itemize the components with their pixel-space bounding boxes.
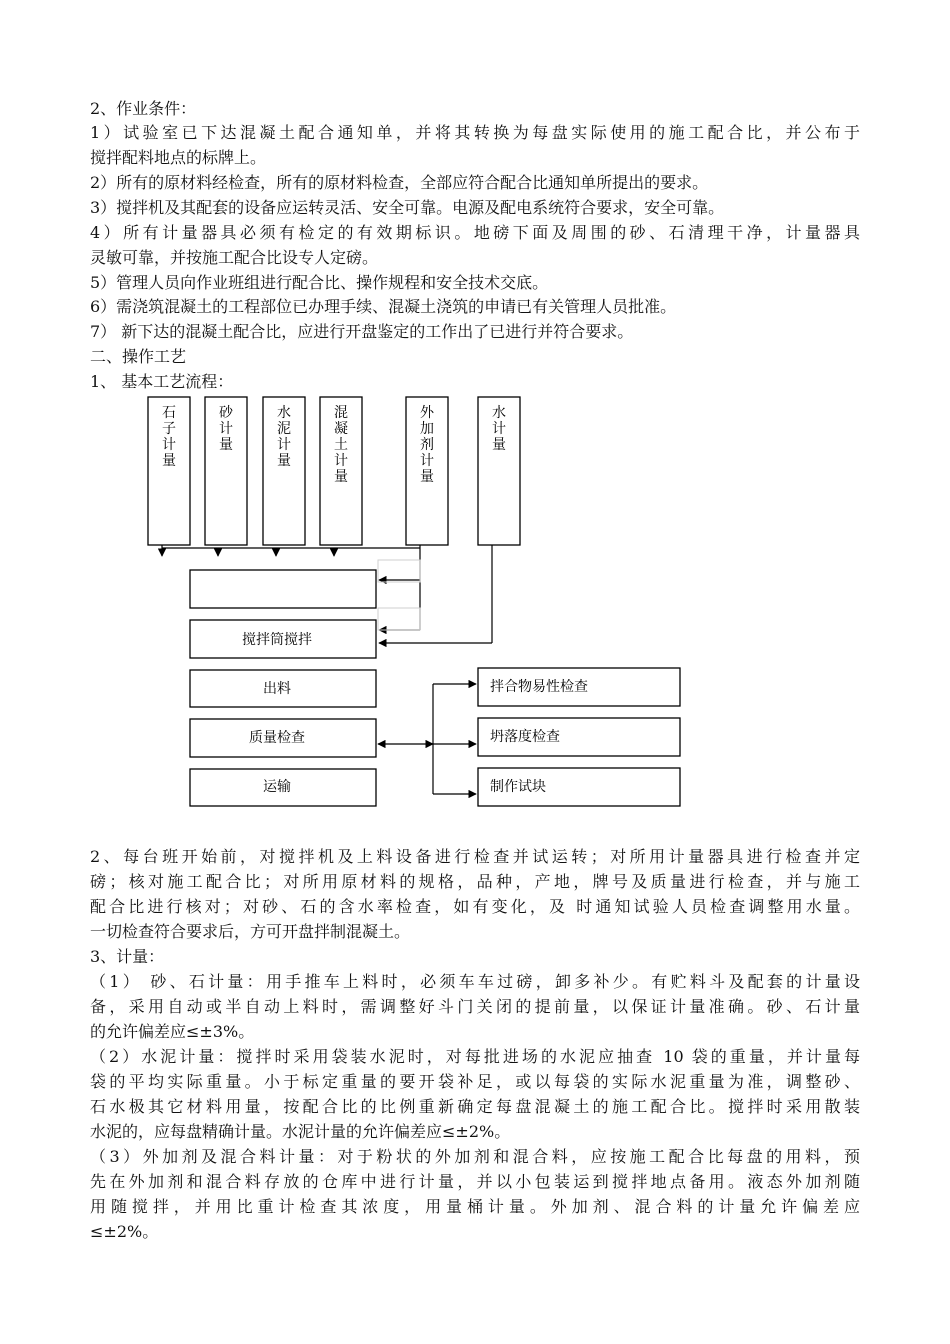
paragraph-line: 石水极其它材料用量，按配合比的比例重新确定每盘混凝土的施工配合比。搅拌时采用散装 [90,1097,860,1116]
paragraph-line: 1）试验室已下达混凝土配合通知单，并将其转换为每盘实际使用的施工配合比，并公布于 [90,123,860,142]
paragraph-line: 7） 新下达的混凝土配合比，应进行开盘鉴定的工作出了已进行并符合要求。 [90,322,634,341]
paragraph-line: 2）所有的原材料经检查，所有的原材料检查，全部应符合配合比通知单所提出的要求。 [90,173,709,192]
paragraph-line: 2、每台班开始前，对搅拌机及上料设备进行检查并试运转；对所用计量器具进行检查并定 [90,847,860,866]
transport-label: 运输 [263,779,291,795]
input-label-sand: 砂计量 [219,405,233,453]
section-heading: 二、操作工艺 [90,347,187,366]
paragraph-line: 的允许偏差应≤±3%。 [90,1022,255,1041]
paragraph-line: 用随搅拌，并用比重计检查其浓度，用量桶计量。外加剂、混合料的计量允许偏差应 [90,1197,860,1216]
paragraph-line: （1） 砂、石计量：用手推车上料时，必须车车过磅，卸多补少。有贮料斗及配套的计量设 [90,972,860,991]
quality-label: 质量检查 [249,730,305,746]
input-label-cement: 水泥计量 [277,405,291,469]
paragraph-line: 5）管理人员向作业班组进行配合比、操作规程和安全技术交底。 [90,273,549,292]
check-label-slump: 坍落度检查 [490,729,560,745]
paragraph-line: （2）水泥计量：搅拌时采用袋装水泥时，对每批进场的水泥应抽查 10 袋的重量，并计量每 [90,1047,860,1066]
paragraph-line: 3）搅拌机及其配套的设备应运转灵活、安全可靠。电源及配电系统符合要求，安全可靠。 [90,198,725,217]
paragraph-line: 先在外加剂和混合料存放的仓库中进行计量，并以小包装运到搅拌地点备用。液态外加剂随 [90,1172,860,1191]
discharge-label: 出料 [263,681,291,697]
paragraph-line: 水泥的，应每盘精确计量。水泥计量的允许偏差应≤±2%。 [90,1122,511,1141]
input-label-concrete: 混凝土计量 [334,405,348,485]
paragraph-line: 灵敏可靠，并按施工配合比设专人定磅。 [90,248,379,267]
section-heading: 3、计量： [90,947,165,966]
section-heading: 2、作业条件： [90,99,197,118]
paragraph-line: 磅；核对施工配合比；对所用原材料的规格，品种，产地，牌号及质量进行检查，并与施工 [90,872,860,891]
paragraph-line: 袋的平均实际重量。小于标定重量的要开袋补足，或以每袋的实际水泥重量为准，调整砂、 [90,1072,860,1091]
hopper-box [190,570,376,608]
input-label-admixture: 外加剂计量 [420,405,434,485]
paragraph-line: 备，采用自动或半自动上料时，需调整好斗门关闭的提前量，以保证计量准确。砂、石计量 [90,997,860,1016]
paragraph-line: 4）所有计量器具必须有检定的有效期标识。地磅下面及周围的砂、石清理干净，计量器具 [90,223,860,242]
paragraph-line: 一切检查符合要求后，方可开盘拌制混凝土。 [90,922,411,941]
paragraph-line: 搅拌配料地点的标牌上。 [90,148,267,167]
flow-title: 1、 基本工艺流程： [90,372,234,391]
paragraph-line: 配合比进行核对；对砂、石的含水率检查，如有变化，及 时通知试验人员检查调整用水量。 [90,897,860,916]
paragraph-line: ≤±2%。 [90,1222,159,1241]
paragraph-line: 6）需浇筑混凝土的工程部位已办理手续、混凝土浇筑的申请已有关管理人员批准。 [90,297,677,316]
check-label-workability: 拌合物易性检查 [490,679,588,695]
mixer-label: 搅拌筒搅拌 [242,632,312,648]
input-label-water: 水计量 [492,405,506,453]
paragraph-line: （3）外加剂及混合料计量：对于粉状的外加剂和混合料，应按施工配合比每盘的用料，预 [90,1147,860,1166]
check-label-specimen: 制作试块 [490,779,546,795]
input-label-stone: 石子计量 [162,405,176,469]
